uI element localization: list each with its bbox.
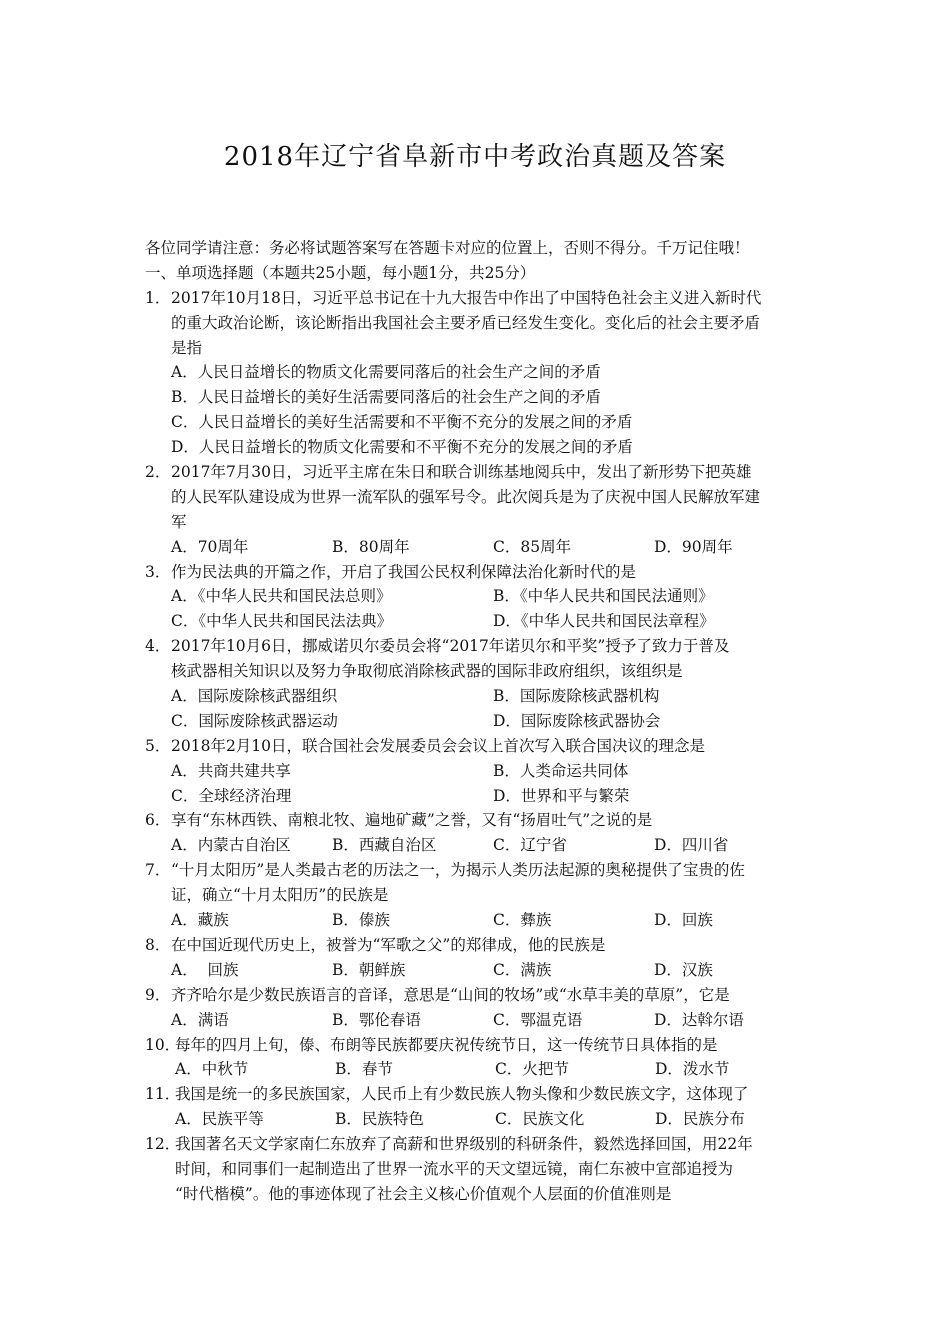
question-number: 6． — [145, 811, 171, 830]
question-1 — [145, 286, 815, 460]
option-d: D．90周年 — [654, 537, 733, 556]
question-2 — [145, 460, 815, 560]
question-text: 时间，和同事们一起制造出了世界一流水平的天文望远镜，南仁东被中宣部追授为 — [175, 1159, 734, 1178]
option-a: A．70周年 — [171, 537, 249, 556]
question-5 — [145, 734, 815, 809]
option-c: C．鄂温克语 — [493, 1010, 583, 1029]
option-b: B．人类命运共同体 — [493, 761, 629, 780]
question-text: “时代楷模”。他的事迹体现了社会主义核心价值观个人层面的价值准则是 — [175, 1184, 672, 1203]
option-a: A．满语 — [171, 1010, 229, 1029]
option-c: C．火把节 — [495, 1060, 569, 1079]
question-text: 2017年10月18日，习近平总书记在十九大报告中作出了中国特色社会主义进入新时代 — [171, 288, 762, 307]
question-text: 是指 — [171, 338, 203, 357]
question-text: “十月太阳历”是人类最古老的历法之一，为揭示人类历法起源的奥秘提供了宝贵的佐 — [171, 861, 745, 880]
options-row — [145, 759, 815, 784]
question-10 — [145, 1033, 815, 1083]
option-b: B．春节 — [335, 1060, 393, 1079]
option-a: A．《中华人民共和国民法总则》 — [171, 587, 392, 606]
question-text: 我国是统一的多民族国家，人民币上有少数民族人物头像和少数民族文字，这体现了 — [175, 1085, 749, 1104]
question-number: 2． — [145, 463, 171, 482]
options-row — [145, 1008, 815, 1033]
option-b: B．西藏自治区 — [332, 836, 437, 855]
question-text: 2017年7月30日，习近平主席在朱日和联合训练基地阅兵中，发出了新形势下把英雄 — [171, 463, 752, 482]
option-c: C．全球经济治理 — [171, 786, 292, 805]
option-d: D．达斡尔语 — [654, 1010, 744, 1029]
question-8 — [145, 933, 815, 983]
option-c: C．《中华人民共和国民法法典》 — [171, 612, 393, 631]
option-c: C．人民日益增长的美好生活需要和不平衡不充分的发展之间的矛盾 — [171, 413, 633, 432]
option-a: A．国际废除核武器组织 — [171, 687, 338, 706]
option-b: B．国际废除核武器机构 — [493, 687, 660, 706]
question-number: 7． — [145, 861, 171, 880]
options-row — [145, 958, 815, 983]
question-number: 5． — [145, 736, 171, 755]
option-a: A．内蒙古自治区 — [171, 836, 291, 855]
option-b: B．《中华人民共和国民法通则》 — [493, 587, 714, 606]
question-9 — [145, 983, 815, 1033]
option-a: A．共商共建共享 — [171, 761, 291, 780]
question-11 — [145, 1082, 815, 1132]
option-c: C．满族 — [493, 960, 552, 979]
options-row — [145, 709, 815, 734]
question-number: 12． — [145, 1135, 181, 1154]
options-row — [145, 684, 815, 709]
option-d: D．汉族 — [654, 960, 713, 979]
page-title: 2018年辽宁省阜新市中考政治真题及答案 — [223, 142, 727, 172]
option-d: D．四川省 — [654, 836, 729, 855]
question-text: 享有“东林西铁、南粮北牧、遍地矿藏”之誉，又有“扬眉吐气”之说的是 — [171, 811, 653, 830]
options-row — [145, 584, 815, 609]
option-a: A．民族平等 — [175, 1110, 264, 1129]
question-text: 齐齐哈尔是少数民族语言的音译，意思是“山间的牧场”或“水草丰美的草原”，它是 — [171, 985, 730, 1004]
option-b: B．鄂伦春语 — [332, 1010, 421, 1029]
options-row — [145, 833, 815, 858]
option-d: D．回族 — [654, 911, 713, 930]
option-d: D．民族分布 — [655, 1110, 745, 1129]
option-a: A．中秋节 — [175, 1060, 249, 1079]
option-b: B．傣族 — [332, 911, 390, 930]
option-c: C．彝族 — [493, 911, 552, 930]
option-c: C．国际废除核武器运动 — [171, 711, 338, 730]
option-c: C．85周年 — [493, 537, 572, 556]
option-b: B．朝鲜族 — [332, 960, 406, 979]
question-text: 的人民军队建设成为世界一流军队的强军号令。此次阅兵是为了庆祝中国人民解放军建 — [171, 487, 761, 506]
question-6 — [145, 808, 815, 858]
exam-content — [145, 236, 815, 1207]
section-heading: 一、单项选择题（本题共25小题，每小题1分，共25分） — [145, 263, 536, 282]
question-text: 每年的四月上旬，傣、布朗等民族都要庆祝传统节日，这一传统节日具体指的是 — [175, 1035, 718, 1054]
option-c: C．辽宁省 — [493, 836, 567, 855]
question-text: 2017年10月6日，挪威诺贝尔委员会将“2017年诺贝尔和平奖”授予了致力于普及 — [171, 637, 730, 656]
option-a: A． 回族 — [171, 960, 239, 979]
option-b: B．民族特色 — [335, 1110, 424, 1129]
option-b: B．人民日益增长的美好生活需要同落后的社会生产之间的矛盾 — [171, 388, 601, 407]
question-text: 证，确立“十月太阳历”的民族是 — [171, 886, 389, 905]
options-row — [145, 908, 815, 933]
question-7 — [145, 858, 815, 933]
notice-text: 各位同学请注意：务必将试题答案写在答题卡对应的位置上，否则不得分。千万记住哦！ — [145, 239, 750, 257]
question-text: 在中国近现代历史上，被誉为“军歌之父”的郑律成，他的民族是 — [171, 935, 606, 954]
question-number: 10． — [145, 1035, 181, 1054]
option-d: D．泼水节 — [655, 1060, 730, 1079]
question-number: 1． — [145, 288, 171, 307]
question-text: 2018年2月10日，联合国社会发展委员会会议上首次写入联合国决议的理念是 — [171, 736, 706, 755]
question-number: 11． — [145, 1085, 181, 1104]
option-b: B．80周年 — [332, 537, 410, 556]
options-row — [145, 1057, 815, 1082]
option-a: A．藏族 — [171, 911, 229, 930]
options-row — [145, 1107, 815, 1132]
question-text: 我国著名天文学家南仁东放弃了高薪和世界级别的科研条件，毅然选择回国，用22年 — [175, 1135, 753, 1154]
options-row — [145, 609, 815, 634]
question-12 — [145, 1132, 815, 1207]
option-c: C．民族文化 — [495, 1110, 585, 1129]
question-text: 的重大政治论断，该论断指出我国社会主要矛盾已经发生变化。变化后的社会主要矛盾 — [171, 313, 761, 332]
question-text: 军 — [171, 512, 187, 531]
question-3 — [145, 560, 815, 635]
option-d: D．世界和平与繁荣 — [493, 786, 630, 805]
option-d: D．国际废除核武器协会 — [493, 711, 661, 730]
option-d: D．人民日益增长的物质文化需要和不平衡不充分的发展之间的矛盾 — [171, 438, 633, 457]
option-a: A．人民日益增长的物质文化需要同落后的社会生产之间的矛盾 — [171, 363, 601, 382]
options-row — [145, 784, 815, 809]
option-d: D．《中华人民共和国民法章程》 — [493, 612, 715, 631]
question-number: 8． — [145, 935, 171, 954]
options-row — [145, 535, 815, 560]
question-number: 9． — [145, 985, 171, 1004]
question-number: 3． — [145, 562, 171, 581]
question-text: 核武器相关知识以及努力争取彻底消除核武器的国际非政府组织，该组织是 — [171, 662, 683, 681]
question-4 — [145, 634, 815, 734]
question-number: 4． — [145, 637, 171, 656]
question-text: 作为民法典的开篇之作，开启了我国公民权利保障法治化新时代的是 — [171, 562, 637, 581]
